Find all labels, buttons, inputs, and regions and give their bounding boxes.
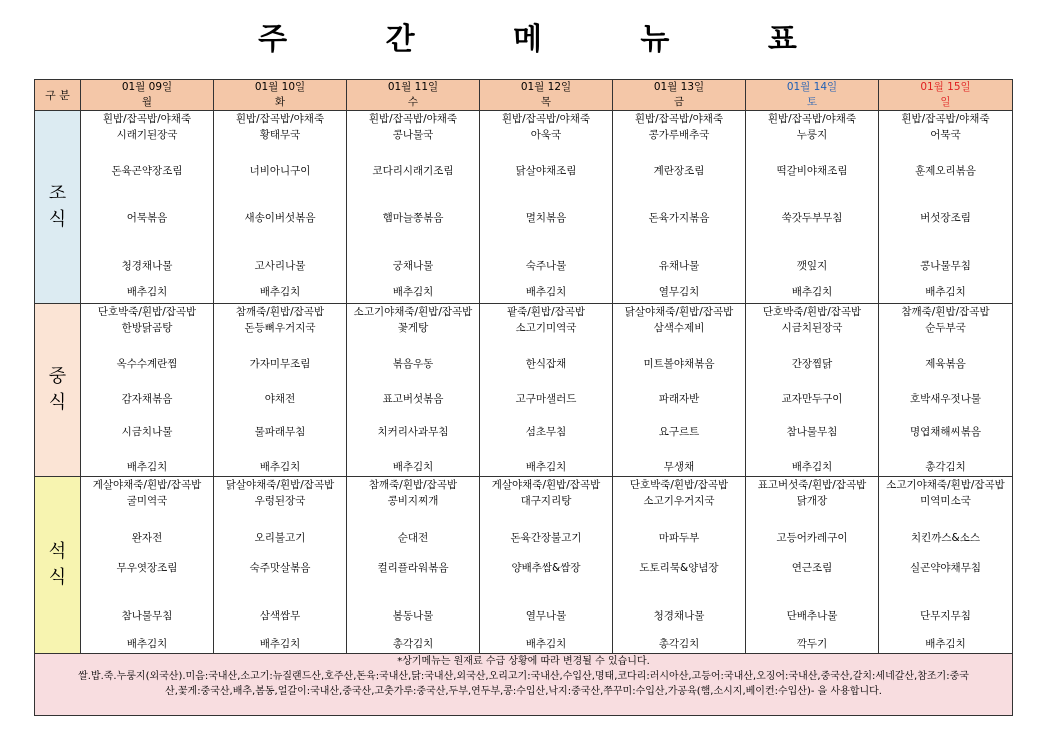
- menu-item: 아욱국: [530, 129, 562, 141]
- menu-item: 참깨죽/흰밥/잡곡밥: [901, 306, 990, 318]
- menu-item: 삼색쌈무: [259, 610, 301, 622]
- menu-item: 배추김치: [392, 286, 434, 298]
- menu-item: 총각김치: [925, 461, 966, 473]
- menu-item: 단배추나물: [786, 610, 838, 622]
- date-header: 01월 09일: [81, 80, 214, 97]
- menu-item: 꽃게탕: [397, 322, 429, 334]
- menu-item: 배추김치: [259, 638, 301, 650]
- dinner-day-cell: [81, 477, 214, 654]
- dinner-label: [35, 477, 81, 654]
- menu-item: 팥죽/흰밥/잡곡밥: [506, 306, 586, 318]
- menu-item: 간장찜닭: [791, 358, 833, 370]
- menu-item: 교자만두구이: [781, 393, 843, 405]
- menu-item: 참깨죽/흰밥/잡곡밥: [235, 306, 325, 318]
- menu-item: 단호박죽/흰밥/잡곡밥: [629, 479, 729, 491]
- menu-item: 미트볼야채볶음: [643, 358, 715, 370]
- menu-item: 순대전: [397, 532, 429, 544]
- menu-item: 배추김치: [126, 638, 168, 650]
- menu-item: 굴미역국: [126, 495, 168, 507]
- date-header-saturday: 01월 14일: [746, 80, 879, 97]
- menu-item: 단호박죽/흰밥/잡곡밥: [97, 306, 197, 318]
- menu-item: 참깨죽/흰밥/잡곡밥: [368, 479, 458, 491]
- menu-item: 치커리사과무침: [377, 426, 449, 438]
- menu-item: 코다리시래기조림: [372, 165, 454, 177]
- menu-item: 총각김치: [658, 638, 700, 650]
- menu-item: 새송이버섯볶음: [244, 212, 316, 224]
- menu-item: 궁채나물: [392, 260, 434, 272]
- menu-item: 단호박죽/흰밥/잡곡밥: [762, 306, 862, 318]
- menu-item: 소고기야채죽/흰밥/잡곡밥: [886, 479, 1005, 491]
- menu-item: 대구지리탕: [520, 495, 572, 507]
- dinner-label-text: 석 식: [48, 541, 67, 588]
- menu-item: 소고기야채죽/흰밥/잡곡밥: [353, 306, 473, 318]
- menu-item: 멸치볶음: [525, 212, 567, 224]
- lunch-day-cell: [746, 304, 879, 477]
- menu-item: 배추김치: [791, 286, 833, 298]
- menu-item: 깻잎지: [796, 260, 828, 272]
- lunch-day-cell: [480, 304, 613, 477]
- menu-item: 삼색수제비: [653, 322, 705, 334]
- menu-item: 숙주나물: [525, 260, 567, 272]
- weekday-header: 금: [613, 96, 746, 111]
- menu-item: 한방닭곰탕: [121, 322, 173, 334]
- dinner-day-cell: [214, 477, 347, 654]
- menu-item: 닭살야채죽/흰밥/잡곡밥: [624, 306, 734, 318]
- menu-item: 마파두부: [658, 532, 700, 544]
- menu-item: 황태무국: [259, 129, 301, 141]
- menu-item: 누룽지: [796, 129, 828, 141]
- menu-item: 흰밥/잡곡밥/야채죽: [368, 113, 458, 125]
- date-header: 01월 13일: [613, 80, 746, 97]
- dinner-day-cell: [746, 477, 879, 654]
- date-header: 01월 10일: [214, 80, 347, 97]
- menu-item: 호박새우젓나물: [909, 393, 981, 405]
- lunch-day-cell: [214, 304, 347, 477]
- menu-item: 너비아니구이: [249, 165, 311, 177]
- menu-item: 섬초무침: [525, 426, 567, 438]
- menu-item: 배추김치: [126, 461, 168, 473]
- menu-item: 명엽채해씨볶음: [909, 426, 981, 438]
- menu-item: 배추김치: [791, 461, 833, 473]
- menu-item: 청경채나물: [653, 610, 705, 622]
- lunch-day-cell: [879, 304, 1013, 477]
- menu-item: 고사리나물: [254, 260, 306, 272]
- menu-item: 열무김치: [658, 286, 700, 298]
- breakfast-label-text: 조 식: [48, 183, 67, 230]
- menu-item: 흰밥/잡곡밥/야채죽: [767, 113, 857, 125]
- breakfast-day-cell: [746, 111, 879, 304]
- menu-item: 고등어카레구이: [776, 532, 848, 544]
- menu-item: 배추김치: [392, 461, 434, 473]
- menu-item: 배추김치: [525, 286, 567, 298]
- notes-footer: [35, 654, 1013, 716]
- menu-item: 옥수수계란찜: [116, 358, 178, 370]
- menu-item: 고구마샐러드: [515, 393, 577, 405]
- menu-item: 버섯장조림: [920, 212, 971, 224]
- lunch-label: [35, 304, 81, 477]
- menu-item: 총각김치: [392, 638, 434, 650]
- menu-item: 흰밥/잡곡밥/야채죽: [501, 113, 591, 125]
- breakfast-day-cell: [879, 111, 1013, 304]
- date-header-sunday: 01월 15일: [879, 80, 1013, 97]
- lunch-day-cell: [81, 304, 214, 477]
- menu-item: 돈등뼈우거지국: [244, 322, 316, 334]
- weekday-header: 목: [480, 96, 613, 111]
- gubun-header: 구 분: [35, 80, 81, 111]
- menu-item: 쑥갓두부무침: [781, 212, 843, 224]
- weekday-header: 월: [81, 96, 214, 111]
- menu-item: 닭살야채조림: [515, 165, 577, 177]
- menu-item: 돈육간장불고기: [510, 532, 582, 544]
- menu-item: 한식잡채: [525, 358, 567, 370]
- menu-item: 청경채나물: [121, 260, 173, 272]
- menu-item: 컬리플라워볶음: [377, 562, 449, 574]
- menu-item: 숙주맛살볶음: [249, 562, 311, 574]
- menu-item: 어묵볶음: [126, 212, 168, 224]
- menu-item: 봄동나물: [392, 610, 434, 622]
- menu-item: 파래자반: [658, 393, 700, 405]
- menu-item: 배추김치: [925, 638, 966, 650]
- menu-item: 흰밥/잡곡밥/야채죽: [102, 113, 192, 125]
- weekday-header-saturday: 토: [746, 96, 879, 111]
- menu-item: 게살야채죽/흰밥/잡곡밥: [92, 479, 202, 491]
- menu-item: 어묵국: [930, 129, 961, 141]
- menu-item: 시금치된장국: [781, 322, 843, 334]
- lunch-day-cell: [347, 304, 480, 477]
- menu-item: 실곤약야채무침: [909, 562, 981, 574]
- menu-item: 제육볶음: [925, 358, 966, 370]
- breakfast-day-cell: [214, 111, 347, 304]
- menu-item: 요구르트: [658, 426, 700, 438]
- menu-item: 가자미무조림: [249, 358, 311, 370]
- menu-item: 단무지무침: [920, 610, 971, 622]
- menu-item: 연근조림: [791, 562, 833, 574]
- menu-item: 계란장조림: [653, 165, 705, 177]
- menu-item: 치킨까스&소스: [910, 532, 981, 544]
- menu-item: 배추김치: [259, 286, 301, 298]
- menu-item: 시래기된장국: [116, 129, 178, 141]
- menu-item: 표고버섯볶음: [382, 393, 444, 405]
- menu-item: 배추김치: [525, 638, 567, 650]
- menu-item: 참나물무침: [786, 426, 838, 438]
- menu-item: 완자전: [131, 532, 163, 544]
- breakfast-day-cell: [81, 111, 214, 304]
- weekday-header: 화: [214, 96, 347, 111]
- menu-item: 배추김치: [126, 286, 168, 298]
- menu-item: 배추김치: [925, 286, 966, 298]
- page-title: 주 간 메 뉴 표: [258, 22, 841, 57]
- weekly-menu-table: [34, 79, 1013, 716]
- menu-item: 깍두기: [796, 638, 828, 650]
- menu-item: 햄마늘쫑볶음: [382, 212, 444, 224]
- menu-item: 배추김치: [525, 461, 567, 473]
- dinner-row: [35, 477, 1013, 654]
- menu-item: 참나물무침: [121, 610, 173, 622]
- date-header: 01월 11일: [347, 80, 480, 97]
- menu-item: 소고기우거지국: [643, 495, 715, 507]
- menu-item: 양배추쌈&쌈장: [511, 562, 581, 574]
- menu-item: 도토리묵&양념장: [639, 562, 719, 574]
- notes-origin-line-1: 쌀.밥.죽.누룽지(외국산).미음:국내산,소고기:뉴질랜드산,호주산,돈육:국내산,닭:국내산,외국산,오리고기:국내산,수입산,명태,코다리:러시아산,고등어:국내산,오징어:국내산,중국산,갈치:세네갈산,참조기:중국: [78, 671, 969, 682]
- breakfast-label: [35, 111, 81, 304]
- lunch-label-text: 중 식: [48, 366, 67, 413]
- menu-item: 흰밥/잡곡밥/야채죽: [634, 113, 724, 125]
- breakfast-day-cell: [480, 111, 613, 304]
- menu-item: 우렁된장국: [254, 495, 306, 507]
- date-header: 01월 12일: [480, 80, 613, 97]
- menu-item: 무생채: [663, 461, 695, 473]
- menu-item: 시금치나물: [121, 426, 173, 438]
- menu-item: 콩나물무침: [920, 260, 971, 272]
- notes-origin-line-2: 산,꽃게:중국산,배추,봄동,얼갈이:국내산,중국산,고춧가루:중국산,두부,연두부,콩:수입산,낙지:중국산,쭈꾸미:수입산,가공육(햄,소시지,베이컨:수입산)- 을 사용합니다.: [165, 686, 882, 697]
- menu-item: 물파래무침: [254, 426, 306, 438]
- menu-item: 콩나물국: [392, 129, 434, 141]
- lunch-day-cell: [613, 304, 746, 477]
- lunch-row: [35, 304, 1013, 477]
- menu-item: 훈제오리볶음: [915, 165, 976, 177]
- dinner-day-cell: [613, 477, 746, 654]
- menu-item: 볶음우동: [392, 358, 434, 370]
- dinner-day-cell: [347, 477, 480, 654]
- menu-item: 돈육가지볶음: [648, 212, 710, 224]
- menu-item: 콩가루배추국: [648, 129, 710, 141]
- dinner-day-cell: [879, 477, 1013, 654]
- menu-item: 오리불고기: [254, 532, 306, 544]
- menu-item: 떡갈비야채조림: [776, 165, 848, 177]
- weekday-header-sunday: 일: [879, 96, 1013, 111]
- menu-item: 표고버섯죽/흰밥/잡곡밥: [757, 479, 867, 491]
- weekday-header: 수: [347, 96, 480, 111]
- menu-item: 야채전: [264, 393, 296, 405]
- menu-item: 열무나물: [525, 610, 567, 622]
- breakfast-row: [35, 111, 1013, 304]
- menu-item: 콩비지찌개: [387, 495, 439, 507]
- menu-item: 닭살야채죽/흰밥/잡곡밥: [225, 479, 335, 491]
- menu-item: 유채나물: [658, 260, 700, 272]
- menu-item: 흰밥/잡곡밥/야채죽: [901, 113, 990, 125]
- dinner-day-cell: [480, 477, 613, 654]
- menu-item: 흰밥/잡곡밥/야채죽: [235, 113, 325, 125]
- menu-item: 게살야채죽/흰밥/잡곡밥: [491, 479, 601, 491]
- breakfast-day-cell: [347, 111, 480, 304]
- breakfast-day-cell: [613, 111, 746, 304]
- menu-item: 소고기미역국: [515, 322, 577, 334]
- notes-disclaimer: *상기메뉴는 원재료 수급 상황에 따라 변경될 수 있습니다.: [397, 656, 650, 667]
- menu-item: 순두부국: [925, 322, 966, 334]
- menu-item: 배추김치: [259, 461, 301, 473]
- menu-item: 닭개장: [796, 495, 828, 507]
- menu-item: 감자채볶음: [121, 393, 173, 405]
- menu-item: 무우엿장조림: [116, 562, 178, 574]
- menu-item: 미역미소국: [920, 495, 971, 507]
- menu-item: 돈육곤약장조림: [111, 165, 183, 177]
